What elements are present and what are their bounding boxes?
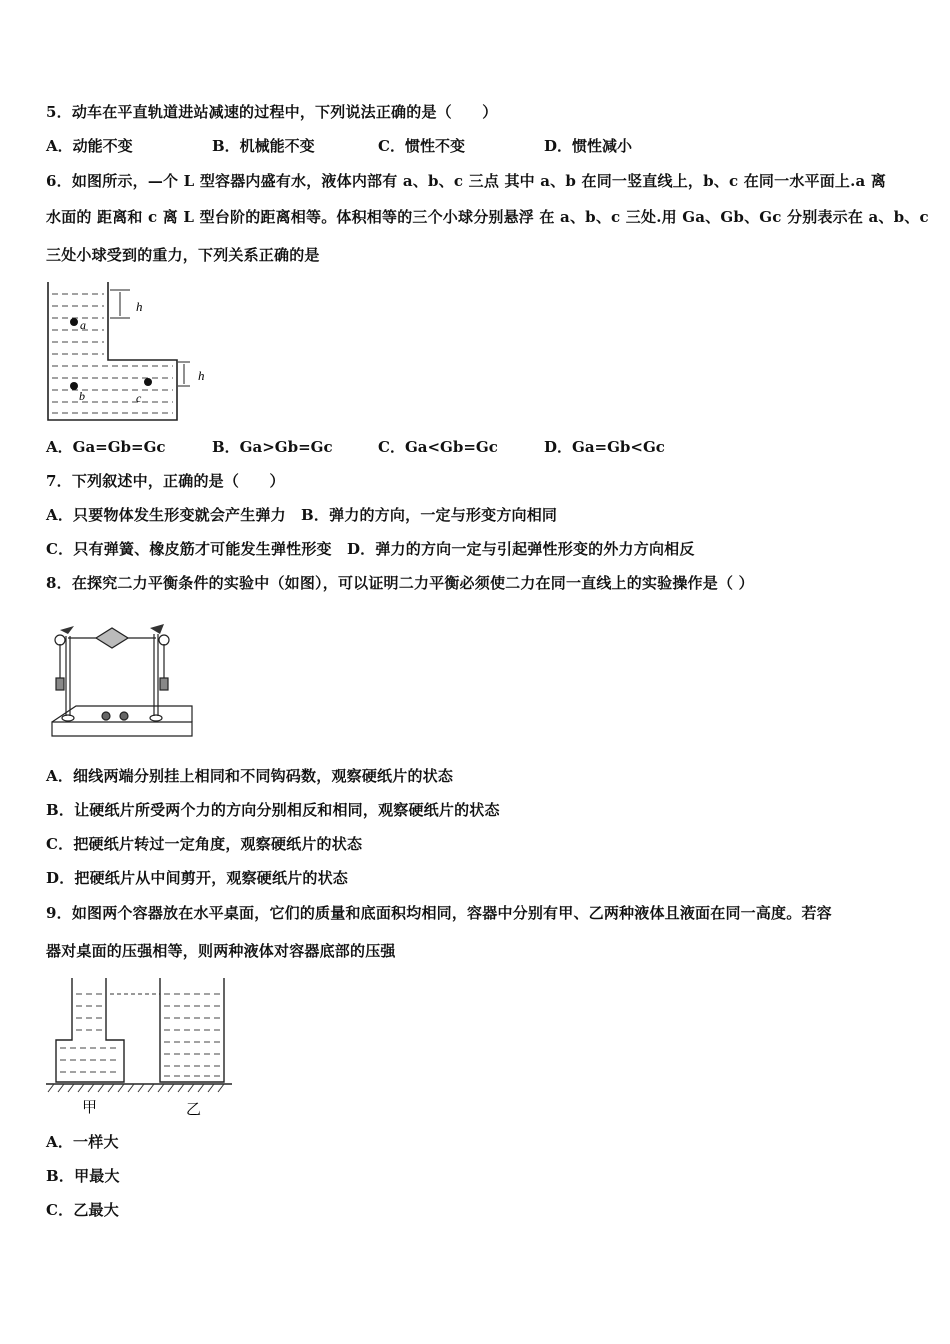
q7-stem: 7．下列叙述中，正确的是（ ）: [46, 472, 285, 490]
h-label-top: h: [136, 299, 143, 314]
q8-option-a: A．细线两端分别挂上相同和不同钩码数，观察硬纸片的状态: [46, 767, 454, 785]
q5-option-c: C．惯性不变: [378, 137, 465, 155]
q9-option-c: C．乙最大: [46, 1201, 119, 1219]
q5-option-b: B．机械能不变: [212, 137, 315, 155]
point-c-label: c: [136, 391, 142, 405]
q8-option-d: D．把硬纸片从中间剪开，观察硬纸片的状态: [46, 869, 349, 887]
q9-stem-line2: 器对桌面的压强相等，则两种液体对容器底部的压强: [46, 942, 396, 960]
q5-option-a: A．动能不变: [46, 137, 133, 155]
q6-option-b: B．Ga>Gb=Gc: [212, 438, 333, 456]
q9-option-a: A．一样大: [46, 1133, 119, 1151]
label-yi: 乙: [186, 1100, 202, 1118]
q6-option-a: A．Ga=Gb=Gc: [46, 438, 166, 456]
two-containers-figure: [44, 974, 234, 1120]
ball-b: [70, 382, 78, 390]
h-label-right: h: [198, 368, 205, 383]
q5-stem: 5．动车在平直轨道进站减速的过程中，下列说法正确的是（ ）: [46, 103, 498, 121]
ball-a: [70, 318, 78, 326]
point-a-label: a: [80, 318, 86, 332]
label-jia: 甲: [82, 1098, 98, 1116]
q6-option-c: C．Ga<Gb=Gc: [378, 438, 498, 456]
two-force-apparatus-figure: [46, 604, 196, 746]
q8-stem: 8．在探究二力平衡条件的实验中（如图），可以证明二力平衡必须使二力在同一直线上的实验操作是（ ）: [46, 574, 754, 592]
q6-option-d: D．Ga=Gb<Gc: [544, 438, 665, 456]
q5-option-d: D．惯性减小: [544, 137, 633, 155]
q9-stem-line1: 9．如图两个容器放在水平桌面，它们的质量和底面积均相同，容器中分别有甲、乙两种液体且液面在同一高度。若容: [46, 904, 832, 922]
q9-option-b: B．甲最大: [46, 1167, 120, 1185]
q7-options-line1: A．只要物体发生形变就会产生弹力 B．弹力的方向，一定与形变方向相同: [46, 506, 558, 524]
point-b-label: b: [79, 389, 85, 403]
ball-c: [144, 378, 152, 386]
l-container-figure: [44, 280, 224, 426]
q7-options-line2: C．只有弹簧、橡皮筋才可能发生弹性形变 D．弹力的方向一定与引起弹性形变的外力方向相反: [46, 540, 695, 558]
q6-stem-line1: 6．如图所示，—个 L 型容器内盛有水，液体内部有 a、b、c 三点 其中 a、b 在同一竖直线上，b、c 在同一水平面上.a 离: [46, 172, 887, 190]
q8-option-c: C．把硬纸片转过一定角度，观察硬纸片的状态: [46, 835, 363, 853]
q6-stem-line2: 水面的 距离和 c 离 L 型台阶的距离相等。体积相等的三个小球分别悬浮 在 a、b、c 三处.用 Ga、Gb、Gc 分别表示在 a、b、c: [46, 208, 929, 226]
q8-option-b: B．让硬纸片所受两个力的方向分别相反和相同，观察硬纸片的状态: [46, 801, 500, 819]
q6-stem-line3: 三处小球受到的重力，下列关系正确的是: [46, 246, 320, 264]
